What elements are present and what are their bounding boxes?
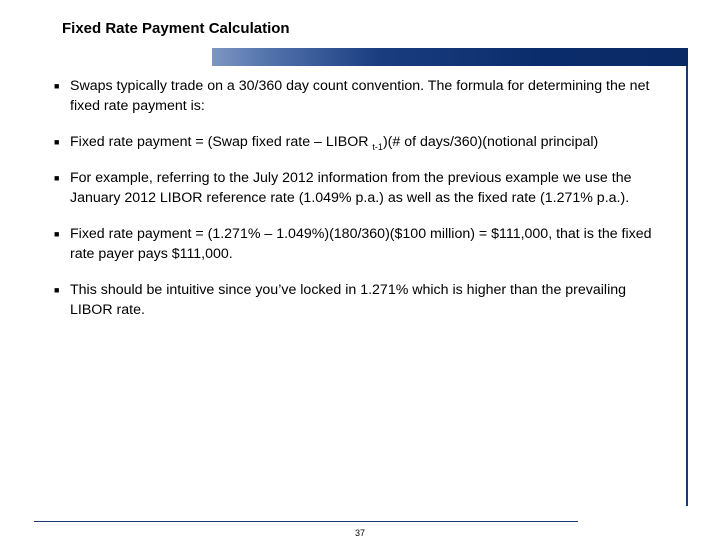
bullet-text: This should be intuitive since you’ve locked in 1.271% which is higher than the prevailing LIBOR rate. (70, 282, 627, 318)
bullet-text: Swaps typically trade on a 30/360 day count convention. The formula for determining the net fixed rate payment is: (70, 78, 650, 114)
bullet-item-day-count (52, 76, 652, 116)
right-border-rule (686, 66, 688, 506)
slide-title: Fixed Rate Payment Calculation (62, 20, 290, 37)
square-bullet-icon: ■ (54, 173, 60, 183)
header-accent-bar (212, 48, 688, 66)
bullet-item-calculation (52, 224, 652, 264)
square-bullet-icon: ■ (54, 137, 60, 147)
bullet-item-formula (52, 132, 652, 152)
square-bullet-icon: ■ (54, 285, 60, 295)
page-number: 37 (354, 528, 365, 538)
square-bullet-icon: ■ (54, 81, 60, 91)
bullet-text: For example, referring to the July 2012 information from the previous example we use the January 2012 LIBOR reference rate (1.049% p.a.) as well as the fixed rate (1.271% p.a.). (70, 170, 632, 206)
bullet-text: Fixed rate payment = (1.271% – 1.049%)(180/360)($100 million) = $111,000, that is the fixed rate payer pays $111,000. (70, 226, 652, 262)
bullet-list (52, 76, 652, 336)
formula-subscript: t-1 (372, 142, 383, 152)
formula-text-end: )(# of days/360)(notional principal) (382, 134, 599, 150)
footer-rule (34, 521, 578, 522)
bullet-item-intuition (52, 280, 652, 320)
formula-text-start: Fixed rate payment = (Swap fixed rate – LIBOR (70, 134, 373, 150)
bullet-item-example (52, 168, 652, 208)
square-bullet-icon: ■ (54, 229, 60, 239)
